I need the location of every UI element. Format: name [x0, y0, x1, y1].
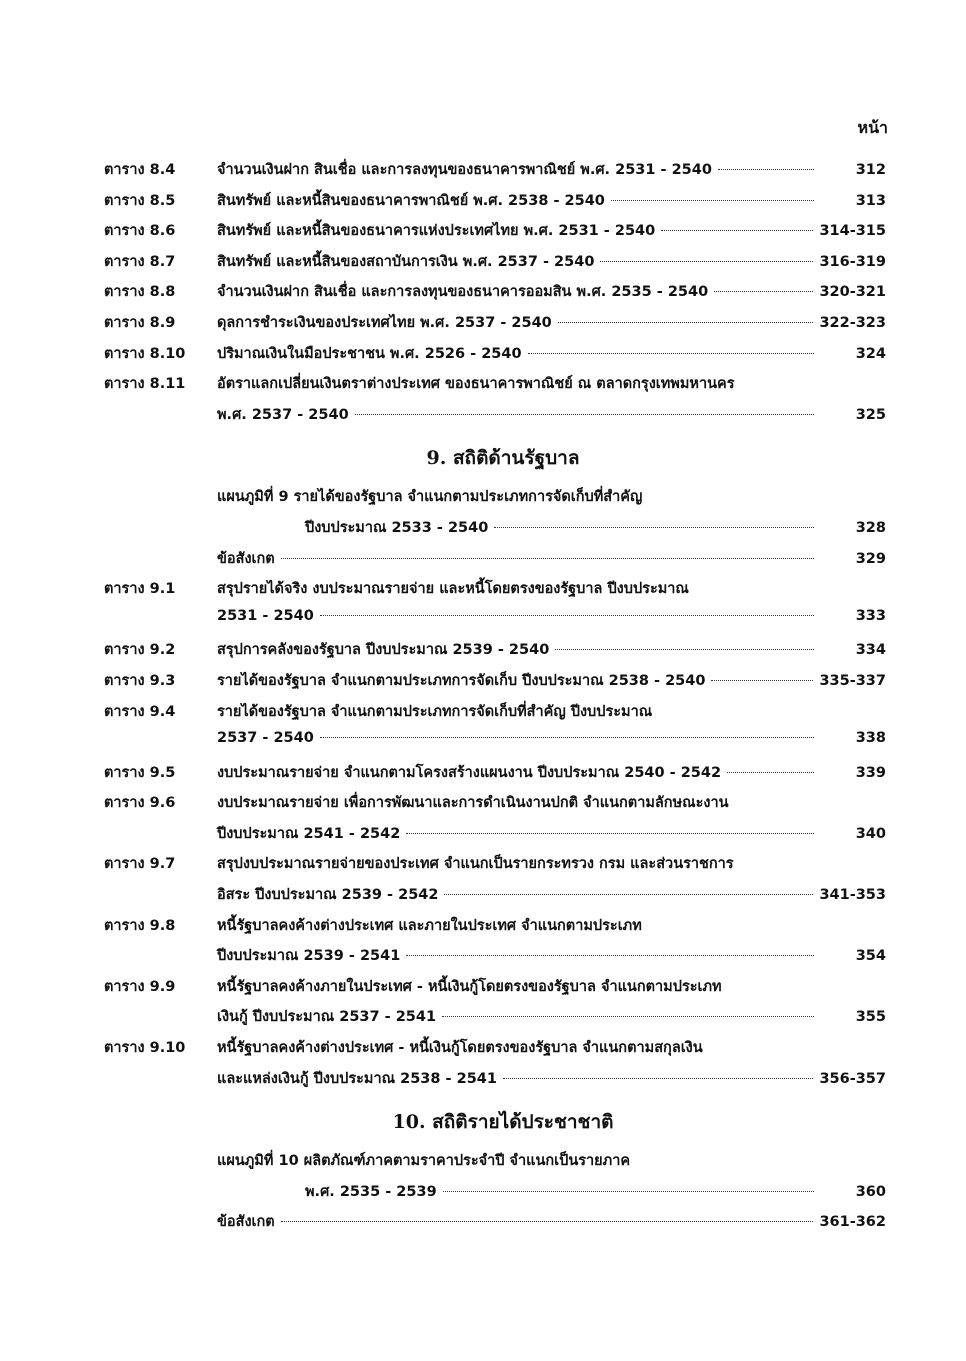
dot-leader — [281, 558, 814, 559]
toc-entry — [0, 877, 966, 908]
toc-entry — [0, 999, 966, 1030]
toc-entry-label: ตาราง 8.6 — [104, 223, 176, 240]
toc-entry-title: พ.ศ. 2537 - 2540 — [217, 406, 349, 423]
toc-entry-title: ปีงบประมาณ 2539 - 2541 — [217, 948, 401, 965]
dot-leader — [611, 200, 814, 201]
dot-leader — [555, 649, 814, 650]
toc-entry-page-number: 320-321 — [819, 284, 886, 301]
toc-entry-line — [217, 852, 886, 875]
toc-entry-label: ตาราง 9.7 — [104, 856, 176, 873]
toc-entry-line — [217, 975, 886, 998]
toc-entry-label: ตาราง 8.7 — [104, 253, 176, 270]
toc-entry-title: สรุปงบประมาณรายจ่ายของประเทศ จำแนกเป็นรายกระทรวง กรม และส่วนราชการ — [217, 856, 734, 873]
toc-entry-title: สินทรัพย์ และหนี้สินของธนาคารพาณิชย์ พ.ศ. 2538 - 2540 — [217, 192, 605, 209]
toc-entry-page-number: 316-319 — [819, 253, 886, 270]
toc-entry-line — [217, 280, 886, 303]
toc-entry — [0, 510, 966, 541]
dot-leader — [714, 291, 813, 292]
dot-leader — [406, 955, 814, 956]
toc-entry — [0, 1143, 966, 1174]
toc-entry-title: สินทรัพย์ และหนี้สินของธนาคารแห่งประเทศไทย พ.ศ. 2531 - 2540 — [217, 223, 656, 240]
toc-entry-label: ตาราง 9.3 — [104, 672, 176, 689]
toc-entry — [0, 1030, 966, 1061]
toc-entry-title: แผนภูมิที่ 9 รายได้ของรัฐบาล จำแนกตามประเภทการจัดเก็บที่สำคัญ — [217, 489, 643, 506]
toc-entry-page-number: 356-357 — [819, 1070, 886, 1087]
toc-entry — [0, 969, 966, 1000]
section-8-entries — [0, 152, 966, 427]
toc-entry-title: 2531 - 2540 — [217, 607, 314, 624]
toc-entry-label: ตาราง 8.11 — [104, 376, 186, 393]
toc-entry-line — [217, 372, 886, 395]
toc-entry — [0, 663, 966, 694]
dot-leader — [711, 680, 813, 681]
toc-entry-page-number: 341-353 — [819, 887, 886, 904]
toc-entry-title: พ.ศ. 2535 - 2539 — [305, 1183, 437, 1200]
toc-entry — [0, 213, 966, 244]
toc-entry — [0, 1061, 966, 1092]
dot-leader — [503, 1078, 813, 1079]
dot-leader — [355, 414, 814, 415]
toc-entry-title: เงินกู้ ปีงบประมาณ 2537 - 2541 — [217, 1009, 437, 1026]
dot-leader — [406, 833, 814, 834]
dot-leader — [443, 1191, 814, 1192]
toc-entry-title: รายได้ของรัฐบาล จำแนกตามประเภทการจัดเก็บ ปีงบประมาณ 2538 - 2540 — [217, 672, 706, 689]
toc-entry-title: สรุปรายได้จริง งบประมาณรายจ่าย และหนี้โดยตรงของรัฐบาล ปีงบประมาณ — [217, 581, 689, 598]
toc-entry-title: ปีงบประมาณ 2541 - 2542 — [217, 825, 401, 842]
page-column-header: หน้า — [857, 118, 888, 137]
toc-entry-label: ตาราง 8.9 — [104, 314, 176, 331]
toc-entry-page-number: 360 — [855, 1183, 886, 1200]
toc-entry — [0, 366, 966, 397]
toc-entry-title: สินทรัพย์ และหนี้สินของสถาบันการเงิน พ.ศ. 2537 - 2540 — [217, 253, 595, 270]
dot-leader — [600, 261, 813, 262]
toc-entry-line — [217, 914, 886, 937]
toc-entry-label: ตาราง 8.8 — [104, 284, 176, 301]
toc-entry-title: งบประมาณรายจ่าย จำแนกตามโครงสร้างแผนงาน ปีงบประมาณ 2540 - 2542 — [217, 764, 722, 781]
toc-entry — [0, 846, 966, 877]
toc-entry — [0, 694, 966, 725]
toc-entry-line — [217, 944, 886, 967]
dot-leader — [494, 527, 814, 528]
toc-entry-page-number: 313 — [855, 192, 886, 209]
section-9-entries — [0, 479, 966, 1091]
toc-entry-page-number: 328 — [855, 519, 886, 536]
section-10-title: 10. สถิติรายได้ประชาชาติ — [392, 1111, 614, 1134]
table-of-contents — [0, 152, 966, 1235]
toc-entry-title: งบประมาณรายจ่าย เพื่อการพัฒนาและการดำเนินงานปกติ จำแนกตามลักษณะงาน — [217, 795, 729, 812]
toc-entry-title: ข้อสังเกต — [217, 1214, 275, 1231]
toc-entry-title: แผนภูมิที่ 10 ผลิตภัณฑ์ภาคตามราคาประจำปี จำแนกเป็นรายภาค — [217, 1153, 631, 1170]
toc-entry — [0, 479, 966, 510]
toc-entry — [0, 785, 966, 816]
dot-leader — [320, 737, 814, 738]
toc-entry-title: ปีงบประมาณ 2533 - 2540 — [305, 519, 489, 536]
toc-entry-label: ตาราง 8.5 — [104, 192, 176, 209]
toc-entry-line — [217, 547, 886, 570]
toc-entry-title: รายได้ของรัฐบาล จำแนกตามประเภทการจัดเก็บที่สำคัญ ปีงบประมาณ — [217, 703, 653, 720]
section-10-heading — [0, 1091, 966, 1143]
toc-entry-line — [217, 342, 886, 365]
toc-entry-title: ดุลการชำระเงินของประเทศไทย พ.ศ. 2537 - 2540 — [217, 314, 552, 331]
toc-entry — [0, 602, 966, 633]
toc-entry-title: หนี้รัฐบาลคงค้างต่างประเทศ และภายในประเทศ จำแนกตามประเภท — [217, 917, 642, 934]
toc-entry — [0, 755, 966, 786]
toc-entry-line — [217, 608, 886, 624]
toc-entry-page-number: 354 — [855, 948, 886, 965]
toc-entry-line — [217, 250, 886, 273]
toc-entry-page-number: 314-315 — [819, 223, 886, 240]
toc-entry-label: ตาราง 8.4 — [104, 162, 176, 178]
toc-entry-line — [305, 516, 886, 539]
toc-entry-title: 2537 - 2540 — [217, 730, 314, 747]
toc-entry-page-number: 335-337 — [819, 672, 886, 689]
toc-entry-label: ตาราง 9.2 — [104, 642, 176, 659]
toc-entry-line — [217, 311, 886, 334]
toc-entry — [0, 274, 966, 305]
toc-entry-page-number: 339 — [855, 764, 886, 781]
toc-entry-page-number: 361-362 — [819, 1214, 886, 1231]
toc-entry-title: จำนวนเงินฝาก สินเชื่อ และการลงทุนของธนาคารพาณิชย์ พ.ศ. 2531 - 2540 — [217, 162, 712, 178]
toc-entry-line — [217, 403, 886, 426]
dot-leader — [661, 230, 813, 231]
toc-entry-line — [217, 485, 886, 508]
toc-entry — [0, 1204, 966, 1235]
toc-entry-title: ข้อสังเกต — [217, 550, 275, 567]
toc-entry-page-number: 325 — [855, 406, 886, 423]
toc-entry-title: อิสระ ปีงบประมาณ 2539 - 2542 — [217, 887, 439, 904]
toc-entry-title: หนี้รัฐบาลคงค้างต่างประเทศ - หนี้เงินกู้โดยตรงของรัฐบาล จำแนกตามสกุลเงิน — [217, 1040, 703, 1057]
toc-entry-label: ตาราง 9.1 — [104, 581, 176, 598]
dot-leader — [558, 322, 814, 323]
toc-entry-line — [217, 761, 886, 784]
toc-entry-line — [217, 1067, 886, 1090]
toc-entry — [0, 908, 966, 939]
toc-entry-line — [217, 730, 886, 746]
section-9-heading — [0, 427, 966, 479]
toc-entry-label: ตาราง 9.9 — [104, 978, 176, 995]
toc-entry-line — [217, 1149, 886, 1172]
toc-entry-title: ปริมาณเงินในมือประชาชน พ.ศ. 2526 - 2540 — [217, 345, 522, 362]
toc-entry-page-number: 338 — [855, 730, 886, 747]
toc-entry-line — [217, 1210, 886, 1233]
toc-entry-line — [217, 883, 886, 906]
toc-entry-line — [217, 638, 886, 661]
toc-entry-page-number: 312 — [855, 162, 886, 178]
toc-entry — [0, 183, 966, 214]
toc-entry-title: สรุปการคลังของรัฐบาล ปีงบประมาณ 2539 - 2540 — [217, 642, 550, 659]
dot-leader — [444, 894, 813, 895]
toc-entry-line — [217, 700, 886, 723]
dot-leader — [528, 353, 814, 354]
toc-entry-page-number: 355 — [855, 1009, 886, 1026]
toc-entry-line — [305, 1180, 886, 1203]
toc-entry — [0, 152, 966, 183]
toc-entry-line — [217, 669, 886, 692]
toc-entry — [0, 571, 966, 602]
toc-entry-line — [217, 189, 886, 212]
toc-entry — [0, 724, 966, 755]
toc-entry-label: ตาราง 9.8 — [104, 917, 176, 934]
toc-entry — [0, 397, 966, 428]
dot-leader — [718, 169, 814, 170]
toc-entry-label: ตาราง 8.10 — [104, 345, 186, 362]
toc-entry-line — [217, 577, 886, 600]
toc-entry — [0, 336, 966, 367]
toc-entry-page-number: 340 — [855, 825, 886, 842]
toc-entry-label: ตาราง 9.6 — [104, 795, 176, 812]
dot-leader — [320, 615, 814, 616]
section-10-entries — [0, 1143, 966, 1235]
toc-entry-page-number: 324 — [855, 345, 886, 362]
dot-leader — [442, 1016, 814, 1017]
dot-leader — [281, 1221, 814, 1222]
toc-entry-line — [217, 158, 886, 181]
toc-entry-page-number: 334 — [855, 642, 886, 659]
toc-entry-line — [217, 1036, 886, 1059]
toc-entry-line — [217, 1005, 886, 1028]
toc-entry — [0, 632, 966, 663]
toc-entry — [0, 541, 966, 572]
toc-entry-title: จำนวนเงินฝาก สินเชื่อ และการลงทุนของธนาคารออมสิน พ.ศ. 2535 - 2540 — [217, 284, 709, 301]
toc-entry-page-number: 322-323 — [819, 314, 886, 331]
toc-entry — [0, 305, 966, 336]
dot-leader — [727, 772, 814, 773]
toc-entry — [0, 938, 966, 969]
toc-entry — [0, 816, 966, 847]
toc-entry-page-number: 329 — [855, 550, 886, 567]
toc-entry-line — [217, 822, 886, 845]
toc-entry-label: ตาราง 9.10 — [104, 1040, 186, 1057]
toc-entry-line — [217, 791, 886, 814]
toc-entry — [0, 1174, 966, 1205]
toc-entry-title: และแหล่งเงินกู้ ปีงบประมาณ 2538 - 2541 — [217, 1070, 497, 1087]
toc-entry-page-number: 333 — [855, 607, 886, 624]
section-9-title: 9. สถิติด้านรัฐบาล — [426, 447, 580, 470]
toc-entry-label: ตาราง 9.4 — [104, 703, 176, 720]
toc-entry-label: ตาราง 9.5 — [104, 764, 176, 781]
toc-entry-title: อัตราแลกเปลี่ยนเงินตราต่างประเทศ ของธนาคารพาณิชย์ ณ ตลาดกรุงเทพมหานคร — [217, 376, 735, 393]
toc-entry — [0, 244, 966, 275]
toc-entry-title: หนี้รัฐบาลคงค้างภายในประเทศ - หนี้เงินกู้โดยตรงของรัฐบาล จำแนกตามประเภท — [217, 978, 722, 995]
toc-entry-line — [217, 219, 886, 242]
